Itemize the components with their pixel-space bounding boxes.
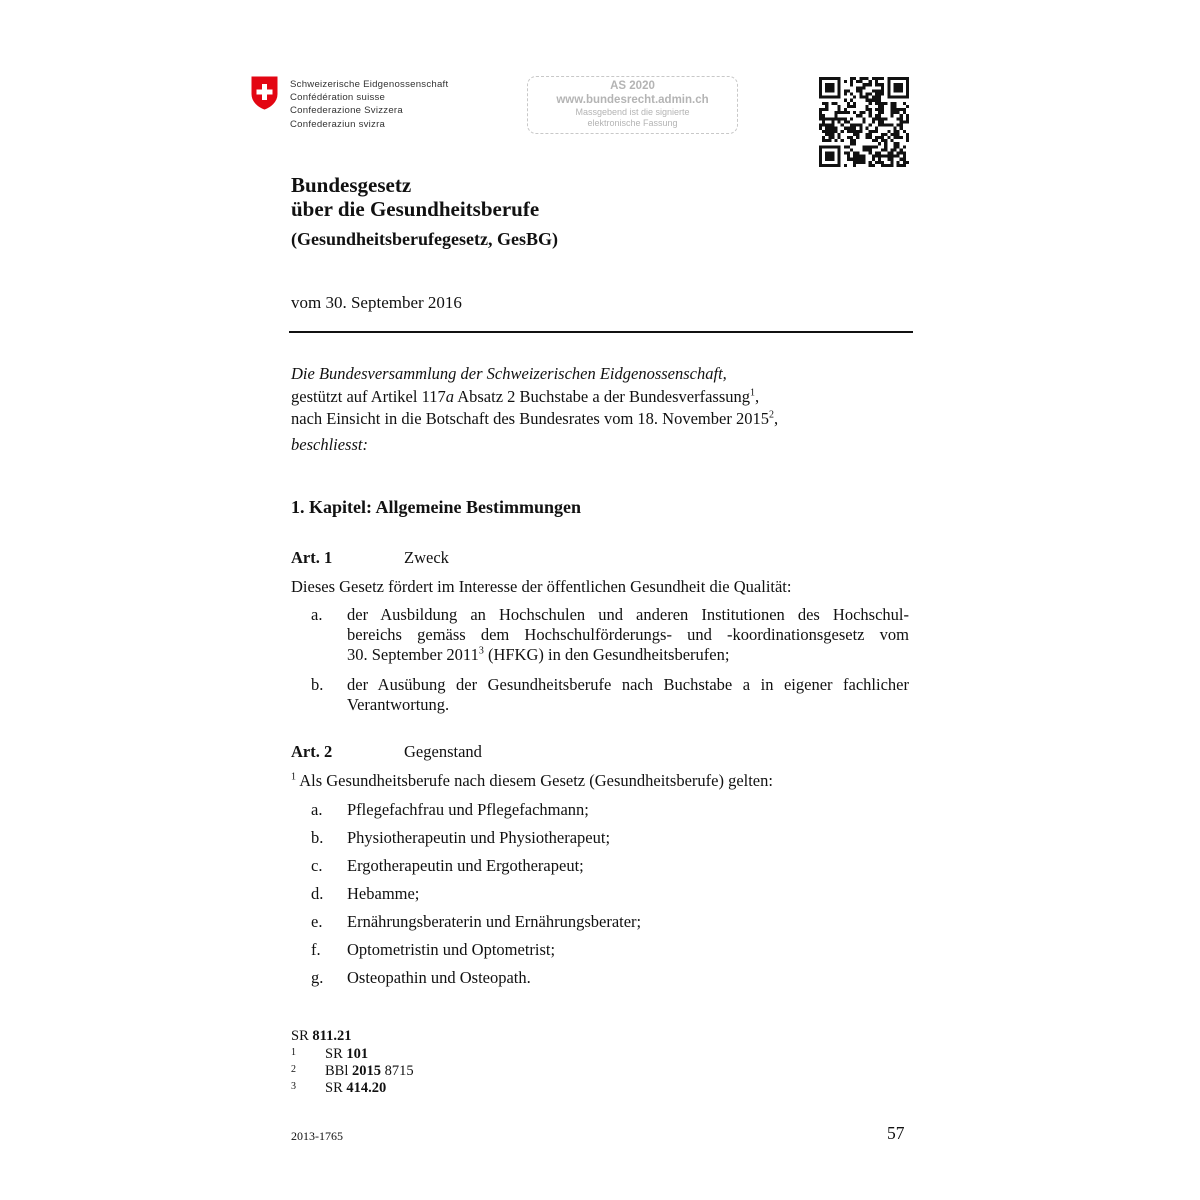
preamble-basis — [291, 386, 778, 430]
swiss-cross-shield-icon — [251, 76, 278, 115]
law-title — [291, 173, 539, 221]
preamble-message-line: nach Einsicht in die Botschaft des Bundesrates vom 18. November 2015$^2$, — [291, 409, 779, 428]
law-title-line-1: Bundesgesetz — [291, 173, 412, 197]
article-1-label: Art. 1 — [291, 548, 333, 567]
article-2-label: Art. 2 — [291, 742, 333, 761]
article-2-heading — [291, 742, 482, 762]
stamp-note-1: Massgebend ist die signierte — [575, 107, 690, 117]
footnote-ref-3: 3 — [478, 645, 484, 657]
sr-classification: SR 811.21 — [291, 1028, 352, 1044]
list-item: g. Osteopathin und Osteopath. — [311, 968, 531, 987]
list-item: e. Ernährungsberaterin und Ernährungsberater; — [311, 912, 642, 931]
document-number: 2013-1765 — [291, 1129, 343, 1143]
footnote-1: 1 SR 101 — [291, 1046, 369, 1062]
confederation-fr: Confédération suisse — [290, 92, 386, 104]
article-2-intro: $^1$ Als Gesundheitsberufe nach diesem Gesetz (Gesundheitsberufe) gelten: — [291, 771, 773, 790]
footnote-ref-2: 2 — [768, 409, 774, 421]
list-item: c. Ergotherapeutin und Ergotherapeut; — [311, 856, 584, 875]
list-item: f. Optometristin und Optometrist; — [311, 940, 556, 959]
list-item: b. Physiotherapeutin und Physiotherapeut; — [311, 828, 611, 847]
article-2-title: Gegenstand — [404, 742, 482, 761]
law-date: vom 30. September 2016 — [291, 293, 462, 312]
chapter-heading: 1. Kapitel: Allgemeine Bestimmungen — [291, 497, 581, 517]
confederation-names — [290, 78, 448, 131]
article-1-item-b: b. der Ausübung der Gesundheitsberufe nach Buchstabe a in eigener fachlicher Verantwortung. — [311, 675, 909, 714]
law-short-title: (Gesundheitsberufegesetz, GesBG) — [291, 229, 558, 249]
stamp-note-2: elektronische Fassung — [587, 118, 678, 128]
list-item: a. Pflegefachfrau und Pflegefachmann; — [311, 800, 589, 819]
official-publication-stamp — [527, 76, 738, 134]
footnote-2: 2 BBl 2015 8715 — [291, 1063, 414, 1079]
preamble-issuer: Die Bundesversammlung der Schweizerischen Eidgenossenschaft, — [291, 364, 727, 383]
footnote-3: 3 SR 414.20 — [291, 1080, 387, 1096]
article-1-item-a: a. der Ausbildung an Hochschulen und anderen Institutionen des Hochschul- bereichs gemäss dem Hochschulförderungs- und -koordinationsgesetz vom 30. September 2011$^3$ (HFKG) in den Gesundheitsberufen; — [311, 605, 909, 664]
preamble-resolution: beschliesst: — [291, 435, 368, 454]
confederation-de: Schweizerische Eidgenossenschaft — [290, 79, 449, 90]
article-1-title: Zweck — [404, 548, 449, 567]
article-1-heading — [291, 548, 449, 568]
article-1-intro: Dieses Gesetz fördert im Interesse der öffentlichen Gesundheit die Qualität: — [291, 577, 792, 596]
title-divider — [289, 331, 913, 333]
confederation-it: Confederazione Svizzera — [290, 105, 403, 117]
paragraph-number: 1 — [291, 771, 296, 783]
page-number: 57 — [887, 1123, 905, 1143]
stamp-series: AS 2020 — [610, 80, 655, 92]
law-title-line-2: über die Gesundheitsberufe — [291, 197, 540, 221]
list-item: d. Hebamme; — [311, 884, 420, 903]
qr-code-icon — [819, 77, 909, 167]
preamble-constitution-line: gestützt auf Artikel 117a Absatz 2 Buchstabe a der Bundesverfassung$^1$, — [291, 387, 760, 406]
stamp-url: www.bundesrecht.admin.ch — [556, 94, 709, 106]
list-marker: a. — [311, 605, 323, 624]
confederation-rm: Confederaziun svizra — [290, 118, 386, 130]
footnote-ref-1: 1 — [750, 387, 755, 399]
list-marker: b. — [311, 675, 324, 694]
